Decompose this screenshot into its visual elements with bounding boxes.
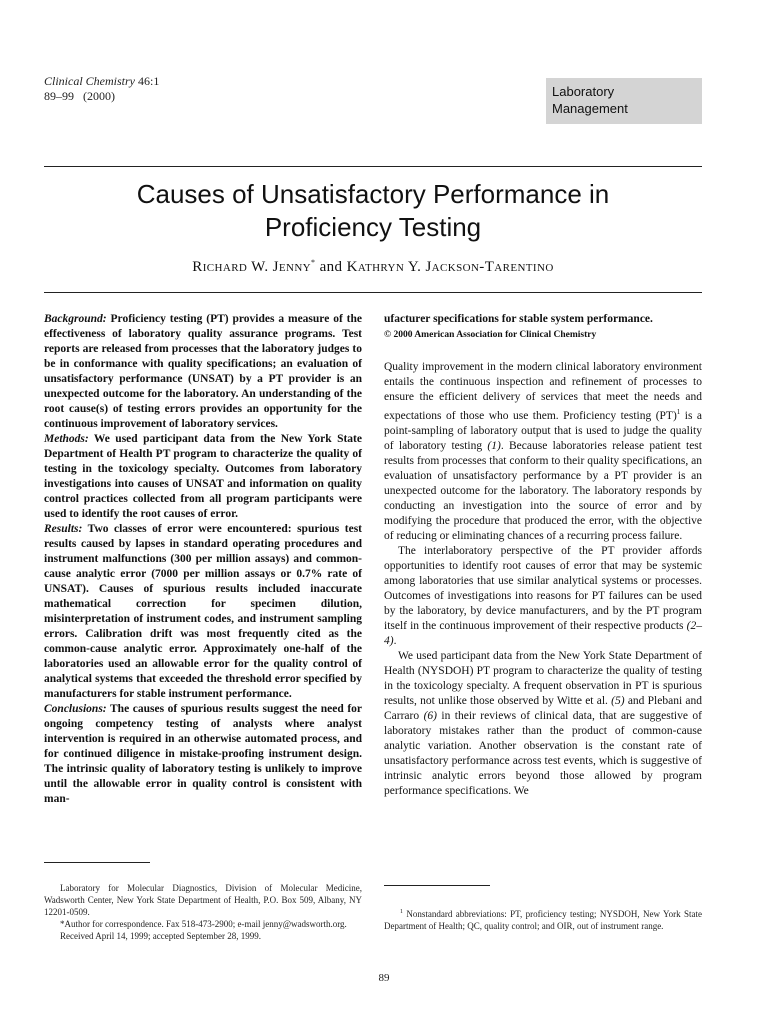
affiliation-text: Laboratory for Molecular Diagnostics, Division of Molecular Medicine, Wadsworth Center, New York State Department of Health, P.O. Box 509, Albany, NY 12201-0509. <box>44 883 362 917</box>
methods-text: We used participant data from the New York State Department of Health PT program to characterize the quality of testing in the toxicology specialty. Outcomes from laboratory investigations into causes of UNSAT and information on quality control practices collected from all program participants were used to identify the root causes of error. <box>44 433 362 520</box>
page-number: 89 <box>378 972 390 984</box>
p3-text-c: in their reviews of clinical data, that are suggestive of laboratory mistakes rather than the product of common-cause analytic variation. Another observation is the constant rate of unsatisfactory performance across test events, which is suggestive of intrinsic analytic errors beyond those allowed by program performance specifications. We <box>384 709 702 797</box>
top-rule <box>44 166 702 167</box>
abstract-methods <box>44 432 362 522</box>
citation-ref: (5) <box>611 694 625 707</box>
methods-label: Methods: <box>44 433 89 445</box>
article-title <box>44 178 702 244</box>
p2-text-a: The interlaboratory perspective of the PT provider affords opportunities to identify root causes of error that may be systemic among laboratories that use similar analytical systems or processes. Outcomes of investigations into reasons for PT failures can be used by the laboratory, by device manufacturers, and by the PT program itself in the continuous improvement of their respective products <box>384 544 702 632</box>
author-conjunction: and <box>315 259 347 275</box>
p3-text-a: We used participant data from the New York State Department of Health (NYSDOH) PT program to characterize the quality of testing in the toxicology specialty. A frequent observation in PT is spurious results, not unlike those observed by Witte et al. <box>384 649 702 707</box>
conclusions-label: Conclusions: <box>44 703 107 715</box>
citation-ref: (1) <box>487 439 501 452</box>
journal-name: Clinical Chemistry <box>44 74 135 88</box>
abbreviation-text <box>384 906 702 932</box>
p3-text-b: and Plebani and Carraro <box>384 694 703 722</box>
abstract-results <box>44 522 362 702</box>
body-paragraph-3 <box>384 649 702 799</box>
abbrev-mark: 1 <box>400 909 403 915</box>
right-footnote-rule <box>384 885 490 886</box>
section-label-line2: Management <box>552 101 628 116</box>
title-line1: Causes of Unsatisfactory Performance in <box>136 179 610 209</box>
background-text: Proficiency testing (PT) provides a measure of the effectiveness of laboratory quality assurance programs. Test reports are released from processes that the laboratory judges to be in conformance with quality specifications; an evaluation of unsatisfactory performance (UNSAT) by a PT provider is an unexpected outcome for the laboratory. An understanding of the root cause(s) of testing errors provides an opportunity for the continuous improvement of laboratory services. <box>44 313 362 430</box>
citation-ref: (2–4) <box>384 619 702 647</box>
results-label: Results: <box>44 523 83 535</box>
body-column <box>384 360 702 799</box>
section-label-line1: Laboratory <box>552 84 615 99</box>
author-line <box>44 258 702 276</box>
volume-issue: 46:1 <box>138 74 160 88</box>
section-label-box <box>546 78 702 124</box>
body-paragraph-1 <box>384 360 702 544</box>
body-paragraph-2 <box>384 544 702 649</box>
p1-text-c: . Because laboratories release patient test results from processes that conform to their quality specifications, an evaluation of unsatisfactory performance by a PT provider is an unexpected outcome for the laboratory. The laboratory responds by conducting an investigation into the source of error and by modifying the procedure that produced the error, with the objective of reducing or eliminating chances of a recurring process failure. <box>384 439 702 542</box>
affiliation-footnote <box>44 882 362 942</box>
abstract-continuation <box>384 312 702 343</box>
footnote-ref-1: 1 <box>676 408 681 416</box>
author-2: Kathryn Y. Jackson-Tarentino <box>346 259 554 275</box>
abstract-continuation-text: ufacturer specifications for stable system performance. <box>384 313 653 325</box>
background-label: Background: <box>44 313 107 325</box>
left-footnote-rule <box>44 862 150 863</box>
title-bottom-rule <box>44 292 702 293</box>
p1-text-a: Quality improvement in the modern clinical laboratory environment entails the continuous inspection and refinement of processes to ensure the efficient delivery of services that meet the needs and expectations of those who use them. Proficiency testing (PT) <box>384 361 702 422</box>
title-line2: Proficiency Testing <box>264 212 482 242</box>
copyright-line: © 2000 American Association for Clinical Chemistry <box>384 330 597 340</box>
pages-year: 89–99 (2000) <box>44 89 115 103</box>
abstract-conclusions <box>44 702 362 807</box>
abbrev-body: Nonstandard abbreviations: PT, proficiency testing; NYSDOH, New York State Department of Health; QC, quality control; and OIR, out of instrument range. <box>384 909 702 931</box>
correspondence-mark: * <box>311 258 316 267</box>
p1-text-b: is a point-sampling of laboratory output that is used to judge the quality of laboratory testing <box>384 409 702 452</box>
abbreviation-footnote <box>384 906 702 932</box>
journal-citation <box>44 74 159 104</box>
conclusions-text: The causes of spurious results suggest the need for ongoing competency testing of analysts where analyst intervention is required in an otherwise automated process, and for continued diligence in mistake-proofing instrument design. The intrinsic quality of laboratory testing is unlikely to improve until the allowable error in quality control is consistent with man- <box>44 703 362 805</box>
abstract-background <box>44 312 362 432</box>
results-text: Two classes of error were encountered: spurious test results caused by lapses in standard operating procedures and instrument malfunctions (300 per million assays) and common-cause analytic error (7000 per million assays or 0.7% rate of UNSAT). Causes of spurious results included inaccurate mathematical correction for specimen dilution, misinterpretation of instrument codes, and instrument sampling errors. Calibration drift was most frequently cited as the common-cause analytic error. Approximately one-half of the laboratories used an allowable error for the quality control of analytical systems that exceeded the threshold error specified by manufacturers for stable instrument performance. <box>44 523 362 700</box>
p2-text-b: . <box>393 634 397 647</box>
citation-ref: (6) <box>423 709 437 722</box>
author-1: Richard W. Jenny <box>192 259 312 275</box>
abstract-column <box>44 312 362 807</box>
received-text: Received April 14, 1999; accepted September 28, 1999. <box>60 931 261 941</box>
correspondence-text: *Author for correspondence. Fax 518-473-2900; e-mail jenny@wadsworth.org. <box>60 919 347 929</box>
